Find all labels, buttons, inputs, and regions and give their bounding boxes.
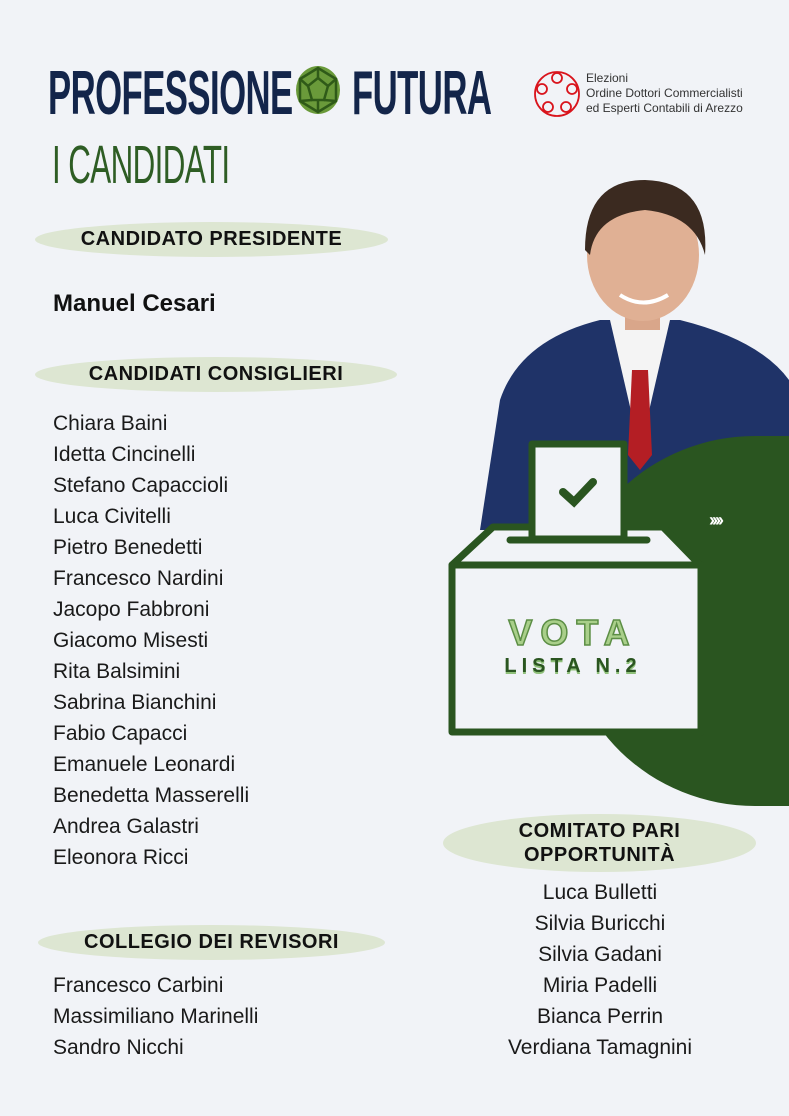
candidate-name: Verdiana Tamagnini (507, 1036, 693, 1059)
candidate-name: Jacopo Fabbroni (53, 598, 210, 621)
org-line: Elezioni (586, 71, 629, 85)
candidate-name: Luca Civitelli (53, 505, 171, 528)
candidate-name: Francesco Carbini (53, 974, 224, 997)
arrows-icon: ›››› (709, 510, 721, 530)
candidate-name: Bianca Perrin (536, 1005, 664, 1028)
page-title: I CANDIDATI (52, 135, 230, 195)
candidate-name: Massimiliano Marinelli (53, 1005, 259, 1028)
candidate-name: Giacomo Misesti (53, 629, 209, 652)
candidate-name: Francesco Nardini (53, 567, 224, 590)
candidate-name: Silvia Gadani (538, 943, 662, 966)
list-number-label: LISTA N.2 (504, 655, 642, 677)
committee-heading-line: OPPORTUNITÀ (523, 844, 676, 866)
candidate-name: Fabio Capacci (53, 722, 188, 745)
brand-professione: PROFESSIONE (48, 59, 293, 128)
committee-heading (443, 814, 756, 872)
president-heading: CANDIDATO PRESIDENTE (35, 222, 388, 257)
committee-heading-line: COMITATO PARI (518, 820, 681, 842)
candidate-name: Stefano Capaccioli (53, 474, 229, 497)
brand-futura: FUTURA (352, 59, 492, 128)
president-name: Manuel Cesari (53, 290, 216, 317)
election-info (586, 71, 743, 116)
candidate-name: Idetta Cincinelli (53, 443, 196, 466)
candidate-name: Pietro Benedetti (53, 536, 203, 559)
candidate-name: Benedetta Masserelli (53, 784, 250, 807)
auditors-heading: COLLEGIO DEI REVISORI (38, 925, 385, 960)
org-line: ed Esperti Contabili di Arezzo (586, 101, 743, 115)
candidate-name: Chiara Baini (53, 412, 168, 435)
candidate-name: Luca Bulletti (542, 881, 658, 904)
candidate-name: Sandro Nicchi (53, 1036, 184, 1059)
vote-label: VOTA (508, 612, 638, 653)
org-line: Ordine Dottori Commercialisti (586, 86, 743, 100)
ballot-box-icon (448, 440, 704, 740)
order-seal-icon (532, 68, 582, 120)
candidate-name: Andrea Galastri (53, 815, 199, 838)
candidate-name: Silvia Buricchi (534, 912, 666, 935)
candidate-name: Eleonora Ricci (53, 846, 189, 869)
candidate-name: Emanuele Leonardi (53, 753, 236, 776)
candidate-name: Sabrina Bianchini (53, 691, 217, 714)
councillors-heading: CANDIDATI CONSIGLIERI (35, 357, 397, 392)
candidate-name: Rita Balsimini (53, 660, 181, 683)
candidate-name: Miria Padelli (542, 974, 658, 997)
polyhedron-logo-icon (293, 64, 343, 116)
